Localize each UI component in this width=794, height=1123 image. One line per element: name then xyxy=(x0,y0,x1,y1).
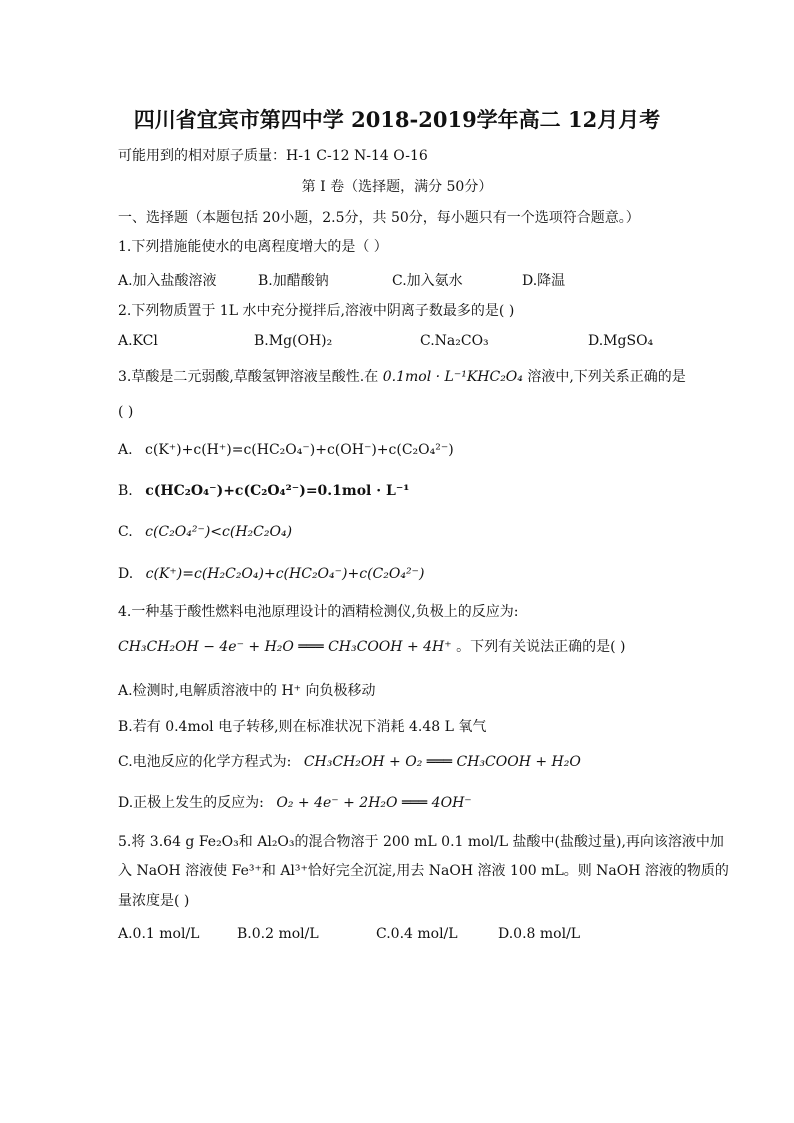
q3-option-b xyxy=(118,481,409,501)
q4-option-c xyxy=(118,752,581,772)
q5-line-3: 量浓度是( ) xyxy=(118,893,190,909)
q3-stem-formula: 0.1mol · L⁻¹KHC₂O₄ xyxy=(382,369,523,385)
q1-option-a: A.加入盐酸溶液 xyxy=(118,273,217,289)
q3-stem-paren: ( ) xyxy=(118,404,134,420)
q3-stem-suffix: 溶液中,下列关系正确的是 xyxy=(527,369,686,385)
q5-line-2: 入 NaOH 溶液使 Fe³⁺和 Al³⁺恰好完全沉淀,用去 NaOH 溶液 100 mL。则 NaOH 溶液的物质的 xyxy=(118,863,729,879)
q4-equation-line xyxy=(118,637,625,657)
exam-title: 四川省宜宾市第四中学 2018-2019学年高二 12月月考 xyxy=(133,107,661,132)
q4-option-c-eq: CH₃CH₂OH + O₂ ═══ CH₃COOH + H₂O xyxy=(303,754,581,770)
q2-stem: 2.下列物质置于 1L 水中充分搅拌后,溶液中阴离子数最多的是( ) xyxy=(118,303,515,319)
q4-stem: 4.一种基于酸性燃料电池原理设计的酒精检测仪,负极上的反应为: xyxy=(118,604,519,620)
q4-option-c-prefix: C.电池反应的化学方程式为: xyxy=(118,754,292,770)
q4-option-d-prefix: D.正极上发生的反应为: xyxy=(118,795,264,811)
q2-option-c: C.Na₂CO₃ xyxy=(420,333,489,349)
q5-option-a: A.0.1 mol/L xyxy=(118,926,200,942)
q4-option-d-eq: O₂ + 4e⁻ + 2H₂O ═══ 4OH⁻ xyxy=(276,795,472,811)
q3-option-d-label: D. xyxy=(118,566,134,582)
q5-line-1: 5.将 3.64 g Fe₂O₃和 Al₂O₃的混合物溶于 200 mL 0.1 mol/L 盐酸中(盐酸过量),再向该溶液中加 xyxy=(118,834,724,850)
q3-option-b-label: B. xyxy=(118,483,133,499)
q3-option-a-expr: c(K⁺)+c(H⁺)=c(HC₂O₄⁻)+c(OH⁻)+c(C₂O₄²⁻) xyxy=(145,442,454,458)
q3-stem-prefix: 3.草酸是二元弱酸,草酸氢钾溶液呈酸性.在 xyxy=(118,369,379,385)
q1-stem: 1.下列措施能使水的电离程度增大的是（ ） xyxy=(118,239,388,255)
q4-option-a: A.检测时,电解质溶液中的 H⁺ 向负极移动 xyxy=(118,683,376,699)
q3-option-d-expr: c(K⁺)=c(H₂C₂O₄)+c(HC₂O₄⁻)+c(C₂O₄²⁻) xyxy=(145,566,425,582)
q4-option-b: B.若有 0.4mol 电子转移,则在标准状况下消耗 4.48 L 氧气 xyxy=(118,719,487,735)
q3-option-d xyxy=(118,564,424,584)
q2-option-d: D.MgSO₄ xyxy=(588,333,654,349)
q5-option-d: D.0.8 mol/L xyxy=(498,926,581,942)
q1-option-d: D.降温 xyxy=(522,273,566,289)
q4-option-d xyxy=(118,793,472,813)
q5-option-b: B.0.2 mol/L xyxy=(237,926,319,942)
q3-option-a xyxy=(118,440,454,460)
section-title: 第 I 卷（选择题，满分 50分） xyxy=(301,179,493,195)
q2-option-a: A.KCl xyxy=(118,333,158,349)
q2-option-b: B.Mg(OH)₂ xyxy=(254,333,333,349)
q3-option-c xyxy=(118,522,292,542)
q3-option-a-label: A. xyxy=(118,442,133,458)
q4-equation: CH₃CH₂OH − 4e⁻ + H₂O ═══ CH₃COOH + 4H⁺ xyxy=(118,639,452,655)
q4-equation-suffix: 。下列有关说法正确的是( ) xyxy=(456,639,626,655)
q3-option-c-label: C. xyxy=(118,524,133,540)
q5-option-c: C.0.4 mol/L xyxy=(376,926,458,942)
q3-option-b-expr: c(HC₂O₄⁻)+c(C₂O₄²⁻)=0.1mol · L⁻¹ xyxy=(145,483,410,499)
q3-option-c-expr: c(C₂O₄²⁻)<c(H₂C₂O₄) xyxy=(145,524,293,540)
part-heading: 一、选择题（本题包括 20小题，2.5分，共 50分，每小题只有一个选项符合题意。） xyxy=(118,210,640,226)
q1-option-b: B.加醋酸钠 xyxy=(258,273,329,289)
atomic-masses: 可能用到的相对原子质量：H-1 C-12 N-14 O-16 xyxy=(118,148,428,164)
q1-option-c: C.加入氨水 xyxy=(392,273,463,289)
q3-stem xyxy=(118,367,686,387)
